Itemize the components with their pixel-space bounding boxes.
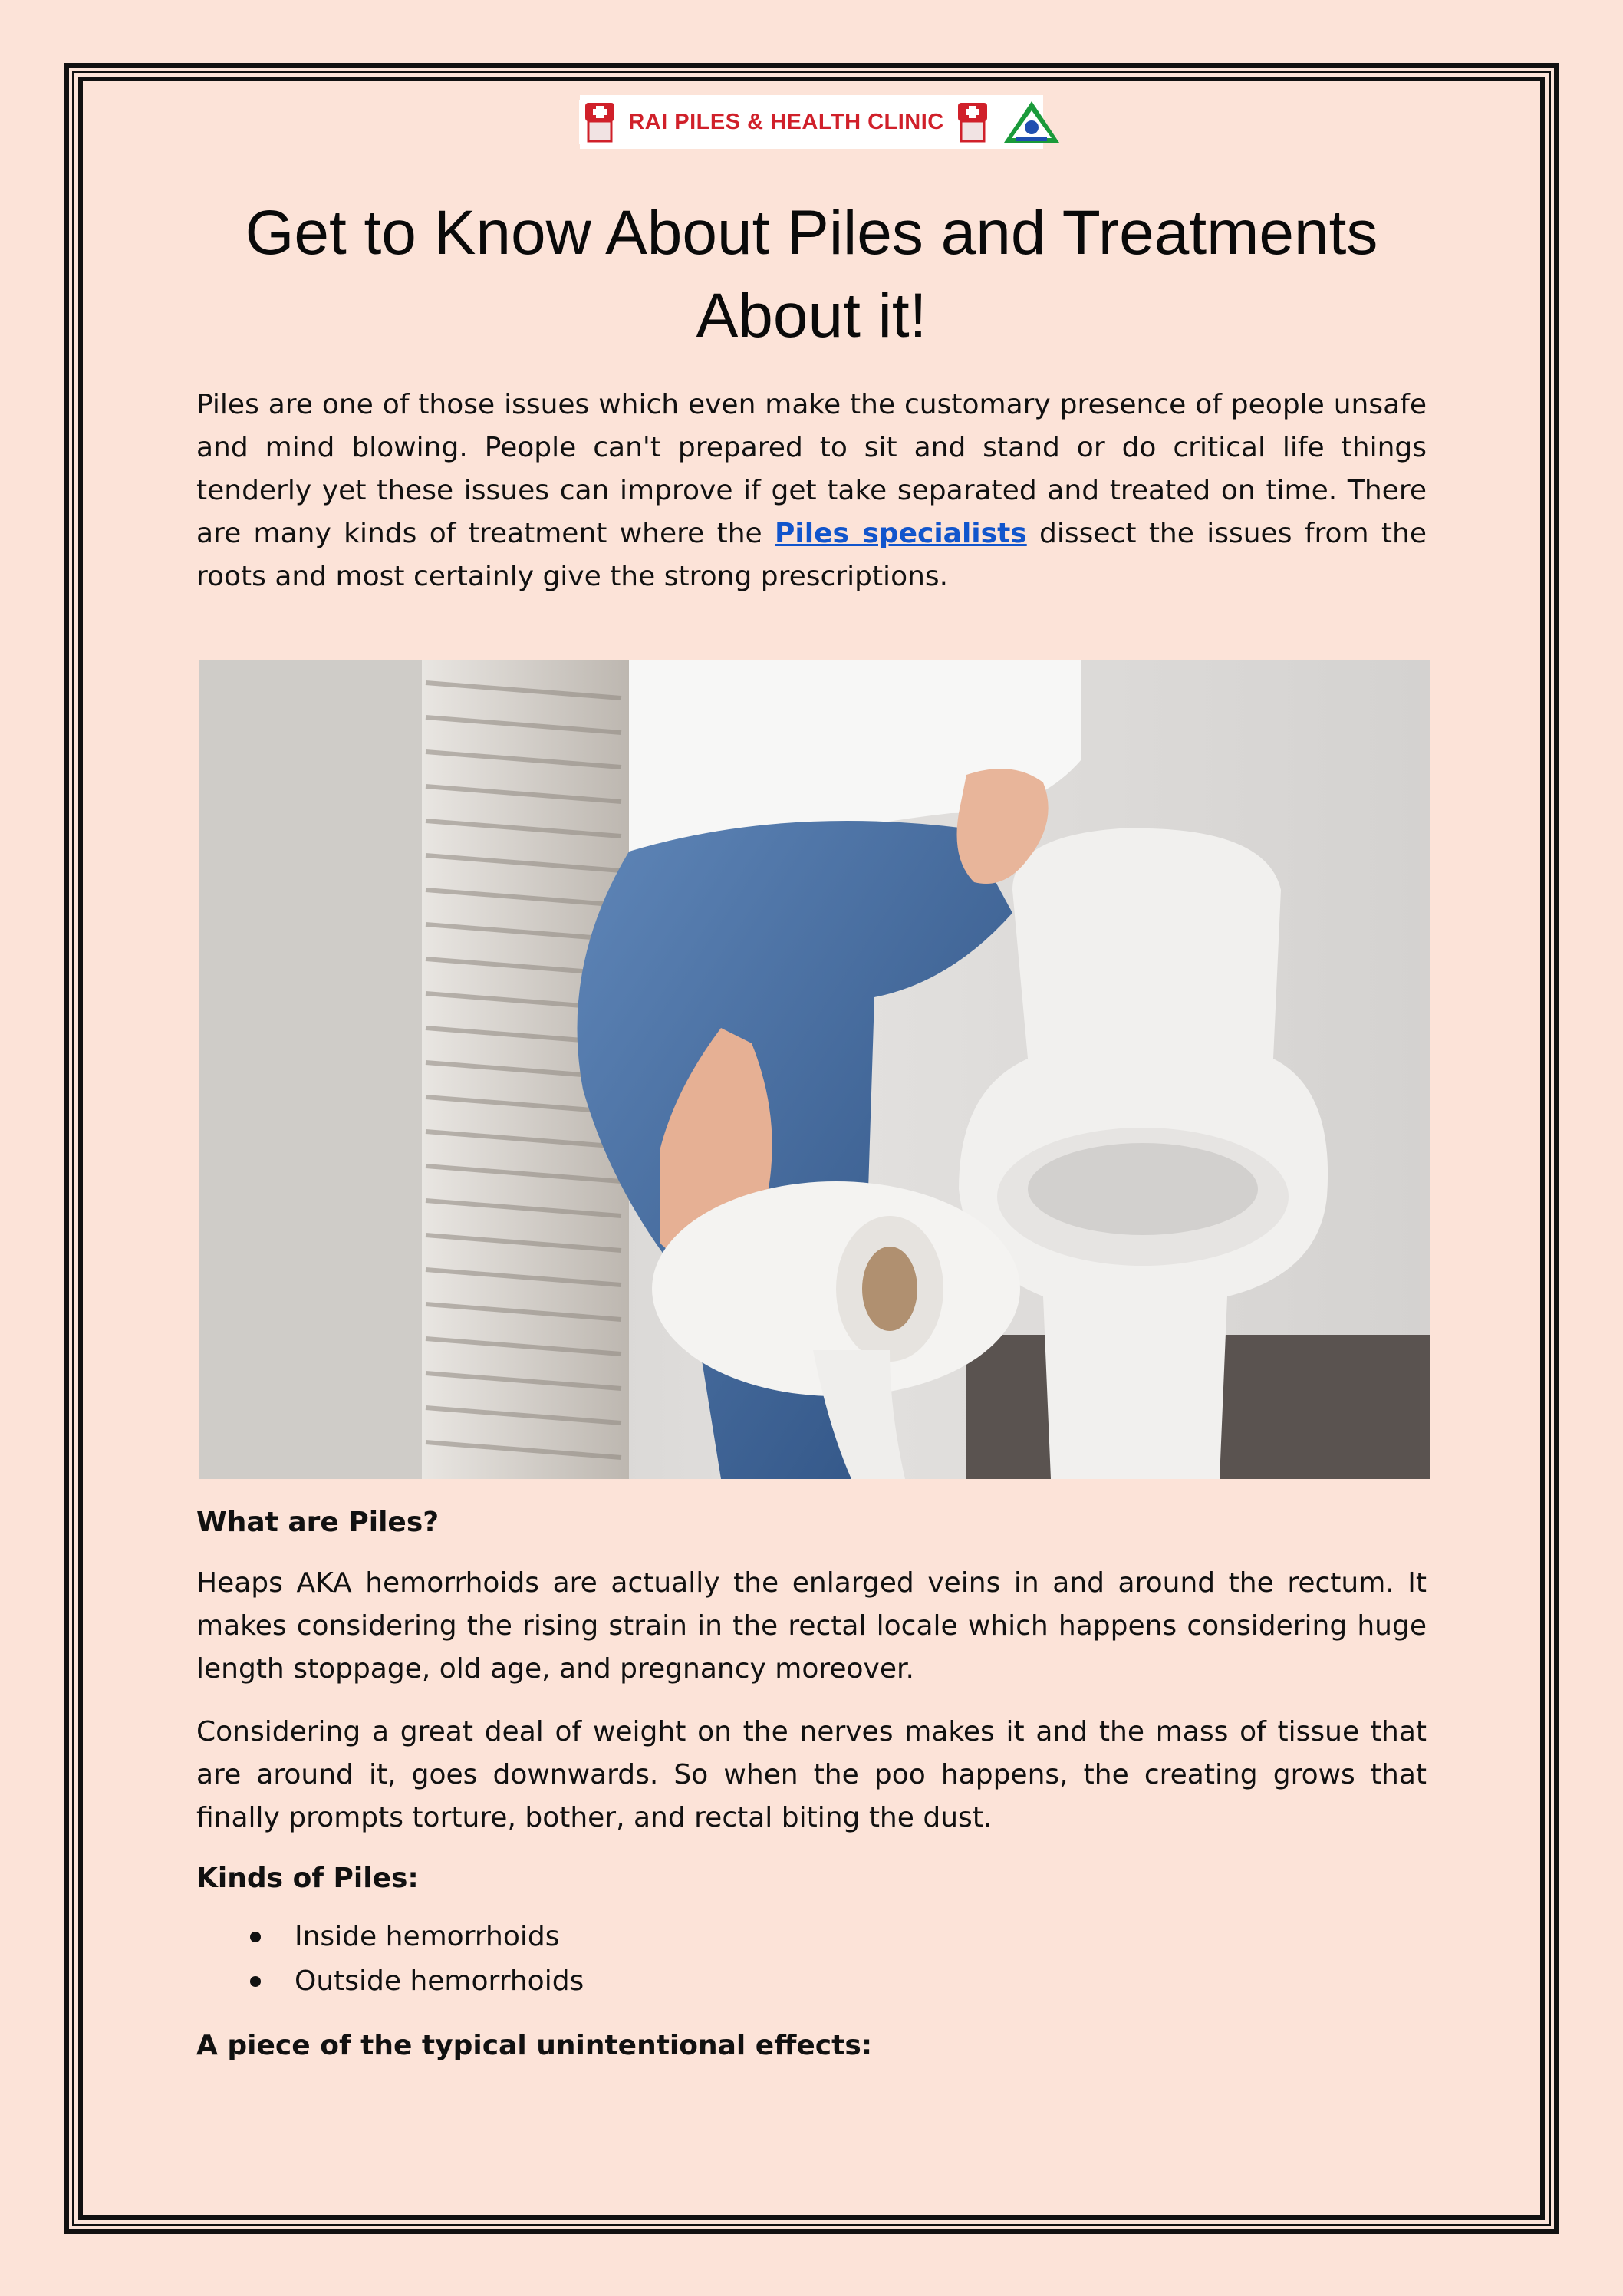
page-title: Get to Know About Piles and Treatments About it! [245, 198, 1378, 351]
triangle-emblem-icon [1001, 98, 1045, 146]
typical-effects-heading: A piece of the typical unintentional effects: [196, 2030, 873, 2061]
intro-text-after: dissect the issues from the roots and most certainly give the strong prescriptions. [196, 518, 1427, 592]
list-item-text: Inside hemorrhoids [295, 1921, 560, 1952]
bullet-icon [250, 1976, 261, 1987]
intro-text-before: Piles are one of those issues which even make the customary presence of people unsafe and mind blowing. People can't prepared to sit and stand or do critical life things tenderly yet these issues can improve if get take separated and treated on time. There are many kinds of treatment where the [196, 389, 1427, 549]
person-holding-toilet-paper-photo [199, 660, 1430, 1479]
clinic-logo-text: RAI PILES & HEALTH CLINIC [628, 109, 944, 134]
bullet-icon [250, 1932, 261, 1942]
list-item [250, 1959, 1427, 2004]
document-content [196, 92, 1427, 2065]
intro-paragraph [196, 384, 1427, 598]
clinic-logo-icon [578, 98, 622, 146]
list-item [250, 1915, 1427, 1959]
what-are-piles-heading: What are Piles? [196, 1507, 439, 1538]
clinic-logo-icon-right [950, 98, 995, 146]
piles-specialists-link[interactable]: Piles specialists [775, 518, 1027, 549]
kinds-of-piles-heading: Kinds of Piles: [196, 1863, 419, 1894]
clinic-logo [580, 95, 1043, 149]
heaps-paragraph: Heaps AKA hemorrhoids are actually the enlarged veins in and around the rectum. It makes considering the rising strain in the rectal locale which happens considering huge length stoppage, old age, and pregnancy moreover. [196, 1567, 1427, 1685]
kinds-list [196, 1915, 1427, 2004]
list-item-text: Outside hemorrhoids [295, 1965, 584, 1997]
considering-paragraph: Considering a great deal of weight on the nerves makes it and the mass of tissue that are around it, goes downwards. So when the poo happens, the creating grows that finally prompts torture, bother, and rectal biting the dust. [196, 1716, 1427, 1833]
